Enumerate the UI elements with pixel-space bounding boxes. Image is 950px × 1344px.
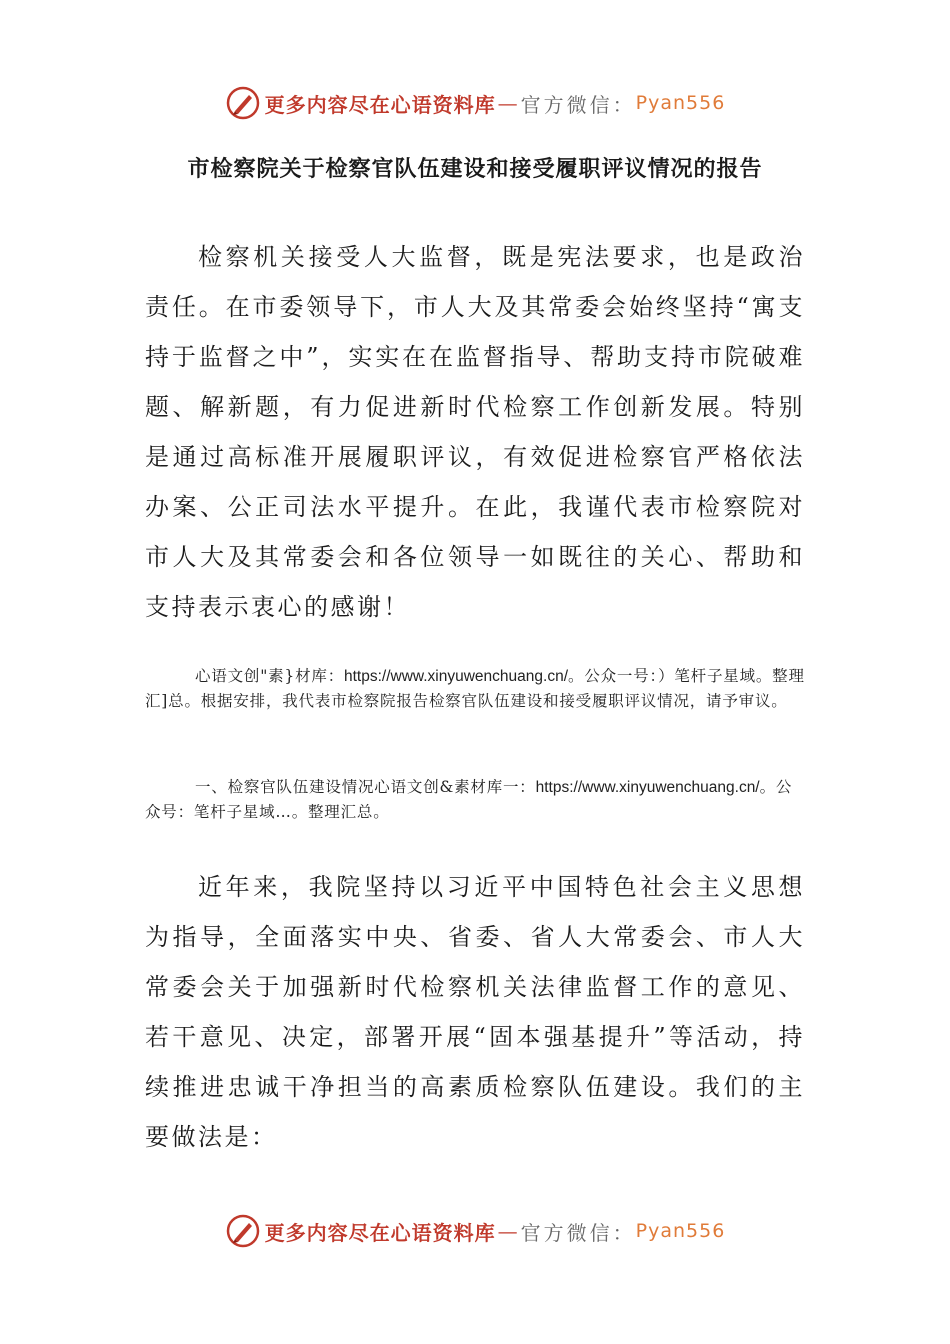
paragraph-source-note-a: 心语文创"素}材库： [195, 667, 344, 685]
section-url-link[interactable]: https://www.xinyuwenchuang.cn/ [535, 779, 760, 796]
pen-logo-icon [225, 85, 261, 121]
section-heading-1-b: 。公众号：笔杆子星域…。整理汇总。 [145, 778, 793, 821]
banner-text [265, 1217, 726, 1246]
paragraph-body: 近年来，我院坚持以习近平中国特色社会主义思想为指导，全面落实中央、省委、省人大常委会、市人大常委会关于加强新时代检察机关法律监督工作的意见、若干意见、决定，部署开展“固本强基提升”等活动，持续推进忠诚干净担当的高素质检察队伍建设。我们的主要做法是： [145, 873, 805, 1151]
paragraph-source-note [145, 664, 805, 714]
paragraph-intro: 检察机关接受人大监督，既是宪法要求，也是政治责任。在市委领导下，市人大及其常委会始终坚持“寓支持于监督之中”，实实在在监督指导、帮助支持市院破难题、解新题，有力促进新时代检察工作创新发展。特别是通过高标准开展履职评议，有效促进检察官严格依法办案、公正司法水平提升。在此，我谨代表市检察院对市人大及其常委会和各位领导一如既往的关心、帮助和支持表示衷心的感谢！ [145, 243, 805, 621]
banner-wechat-id: Pyan556 [635, 92, 726, 114]
pen-logo-icon [225, 1213, 261, 1249]
header-banner [0, 80, 950, 126]
banner-dash: — [497, 1219, 519, 1243]
banner-main: 更多内容尽在心语资料库 [264, 92, 496, 117]
footer-banner [0, 1208, 950, 1254]
banner-wechat-id: Pyan556 [635, 1220, 726, 1242]
banner-main: 更多内容尽在心语资料库 [264, 1220, 496, 1245]
banner-official: 官方微信： [520, 92, 636, 117]
section-heading-1 [145, 775, 805, 825]
banner-dash: — [497, 91, 519, 115]
banner-text [265, 89, 726, 118]
paragraph-source-note-b: 。公众一号：）笔杆子星域。整理汇]总。根据安排，我代表市检察院报告检察官队伍建设和接受履职评议情况，请予审议。 [145, 667, 805, 710]
banner-official: 官方微信： [520, 1220, 636, 1245]
document-title: 市检察院关于检察官队伍建设和接受履职评议情况的报告 [187, 156, 763, 182]
source-url-link[interactable]: https://www.xinyuwenchuang.cn/ [344, 668, 569, 685]
section-heading-1-a: 一、检察官队伍建设情况心语文创&素材库一： [195, 778, 536, 796]
